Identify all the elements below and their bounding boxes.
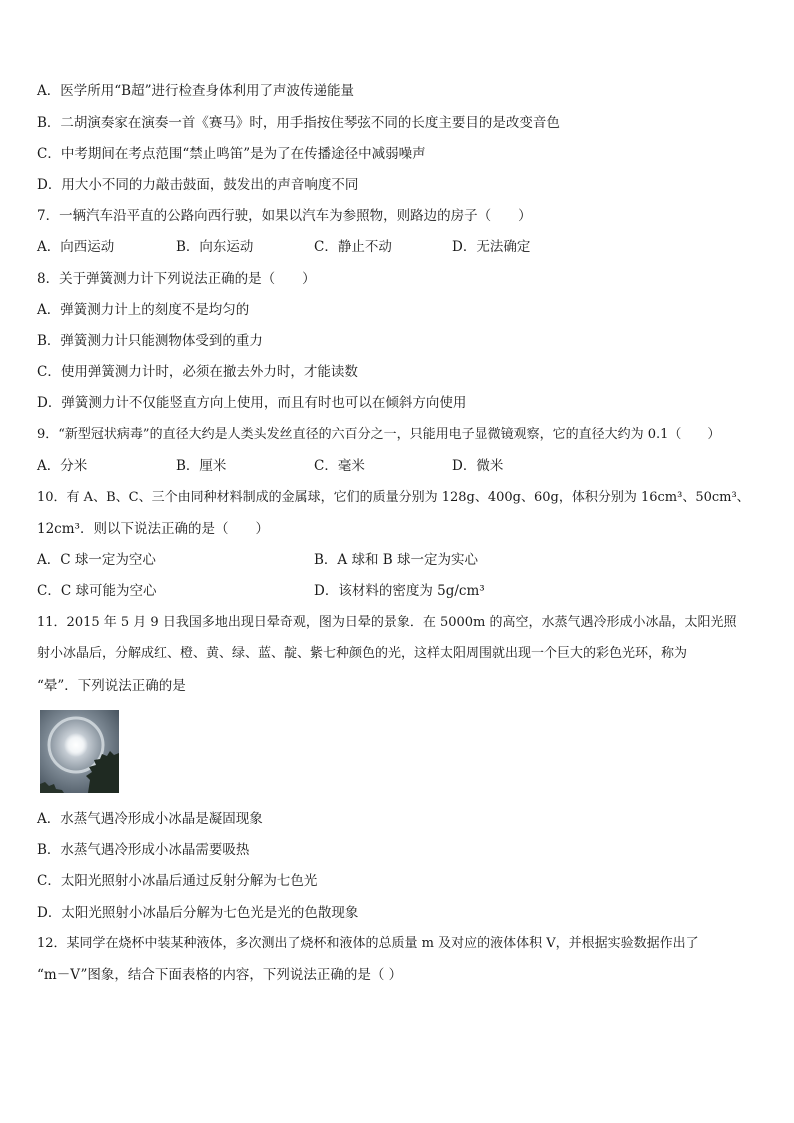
q7-option-b: B．向东运动 bbox=[176, 239, 254, 255]
sun-halo-photo bbox=[40, 710, 119, 793]
q8-stem: 8．关于弹簧测力计下列说法正确的是（ ） bbox=[37, 271, 316, 287]
q9-option-b: B．厘米 bbox=[176, 458, 227, 474]
q8-option-d: D．弹簧测力计不仅能竖直方向上使用，而且有时也可以在倾斜方向使用 bbox=[37, 395, 467, 411]
q11-option-d: D．太阳光照射小冰晶后分解为七色光是光的色散现象 bbox=[37, 905, 359, 921]
q12-stem-line1: 12．某同学在烧杯中装某种液体，多次测出了烧杯和液体的总质量 m 及对应的液体体积 V，并根据实验数据作出了 bbox=[37, 936, 699, 951]
q10-stem-line2: 12cm³．则以下说法正确的是（ ） bbox=[37, 521, 269, 537]
q11-stem-line1: 11．2015 年 5 月 9 日我国多地出现日晕奇观，图为日晕的景象．在 5000m 的高空，水蒸气遇冷形成小冰晶，太阳光照 bbox=[37, 615, 737, 630]
q8-option-a: A．弹簧测力计上的刻度不是均匀的 bbox=[37, 302, 250, 318]
q7-stem: 7．一辆汽车沿平直的公路向西行驶，如果以汽车为参照物，则路边的房子（ ） bbox=[37, 208, 532, 224]
q10-option-b: B．A 球和 B 球一定为实心 bbox=[314, 552, 478, 568]
q9-option-d: D．微米 bbox=[452, 458, 504, 474]
q8-option-b: B．弹簧测力计只能测物体受到的重力 bbox=[37, 333, 263, 349]
q7-option-d: D．无法确定 bbox=[452, 239, 531, 255]
q8-option-c: C．使用弹簧测力计时，必须在撤去外力时，才能读数 bbox=[37, 364, 358, 380]
q10-option-d: D．该材料的密度为 5g/cm³ bbox=[314, 583, 485, 599]
q6-option-a: A．医学所用“B超”进行检查身体利用了声波传递能量 bbox=[37, 83, 354, 99]
q6-option-c: C．中考期间在考点范围“禁止鸣笛”是为了在传播途径中减弱噪声 bbox=[37, 146, 426, 162]
q7-option-a: A．向西运动 bbox=[37, 239, 115, 255]
q7-option-c: C．静止不动 bbox=[314, 239, 392, 255]
q11-stem-line3: “晕”．下列说法正确的是 bbox=[37, 678, 186, 694]
q11-option-a: A．水蒸气遇冷形成小冰晶是凝固现象 bbox=[37, 811, 263, 827]
q11-option-c: C．太阳光照射小冰晶后通过反射分解为七色光 bbox=[37, 873, 318, 889]
q11-stem-line2: 射小冰晶后，分解成红、橙、黄、绿、蓝、靛、紫七种颜色的光，这样太阳周围就出现一个巨大的彩色光环，称为 bbox=[37, 646, 688, 661]
q9-option-a: A．分米 bbox=[37, 458, 88, 474]
q12-stem-line2: “m－V”图象，结合下面表格的内容，下列说法正确的是（ ） bbox=[37, 967, 403, 983]
q6-option-d: D．用大小不同的力敲击鼓面，鼓发出的声音响度不同 bbox=[37, 177, 359, 193]
q10-option-c: C．C 球可能为空心 bbox=[37, 583, 157, 599]
q6-option-b: B．二胡演奏家在演奏一首《赛马》时，用手指按住琴弦不同的长度主要目的是改变音色 bbox=[37, 115, 560, 131]
q9-stem: 9．“新型冠状病毒”的直径大约是人类头发丝直径的六百分之一，只能用电子显微镜观察，它的直径大约为 0.1（ ） bbox=[37, 427, 721, 442]
q10-option-a: A．C 球一定为空心 bbox=[37, 552, 156, 568]
q10-stem-line1: 10．有 A、B、C、三个由同种材料制成的金属球，它们的质量分别为 128g、400g、60g，体积分别为 16cm³、50cm³、 bbox=[37, 490, 750, 505]
q11-option-b: B．水蒸气遇冷形成小冰晶需要吸热 bbox=[37, 842, 250, 858]
q9-option-c: C．毫米 bbox=[314, 458, 365, 474]
